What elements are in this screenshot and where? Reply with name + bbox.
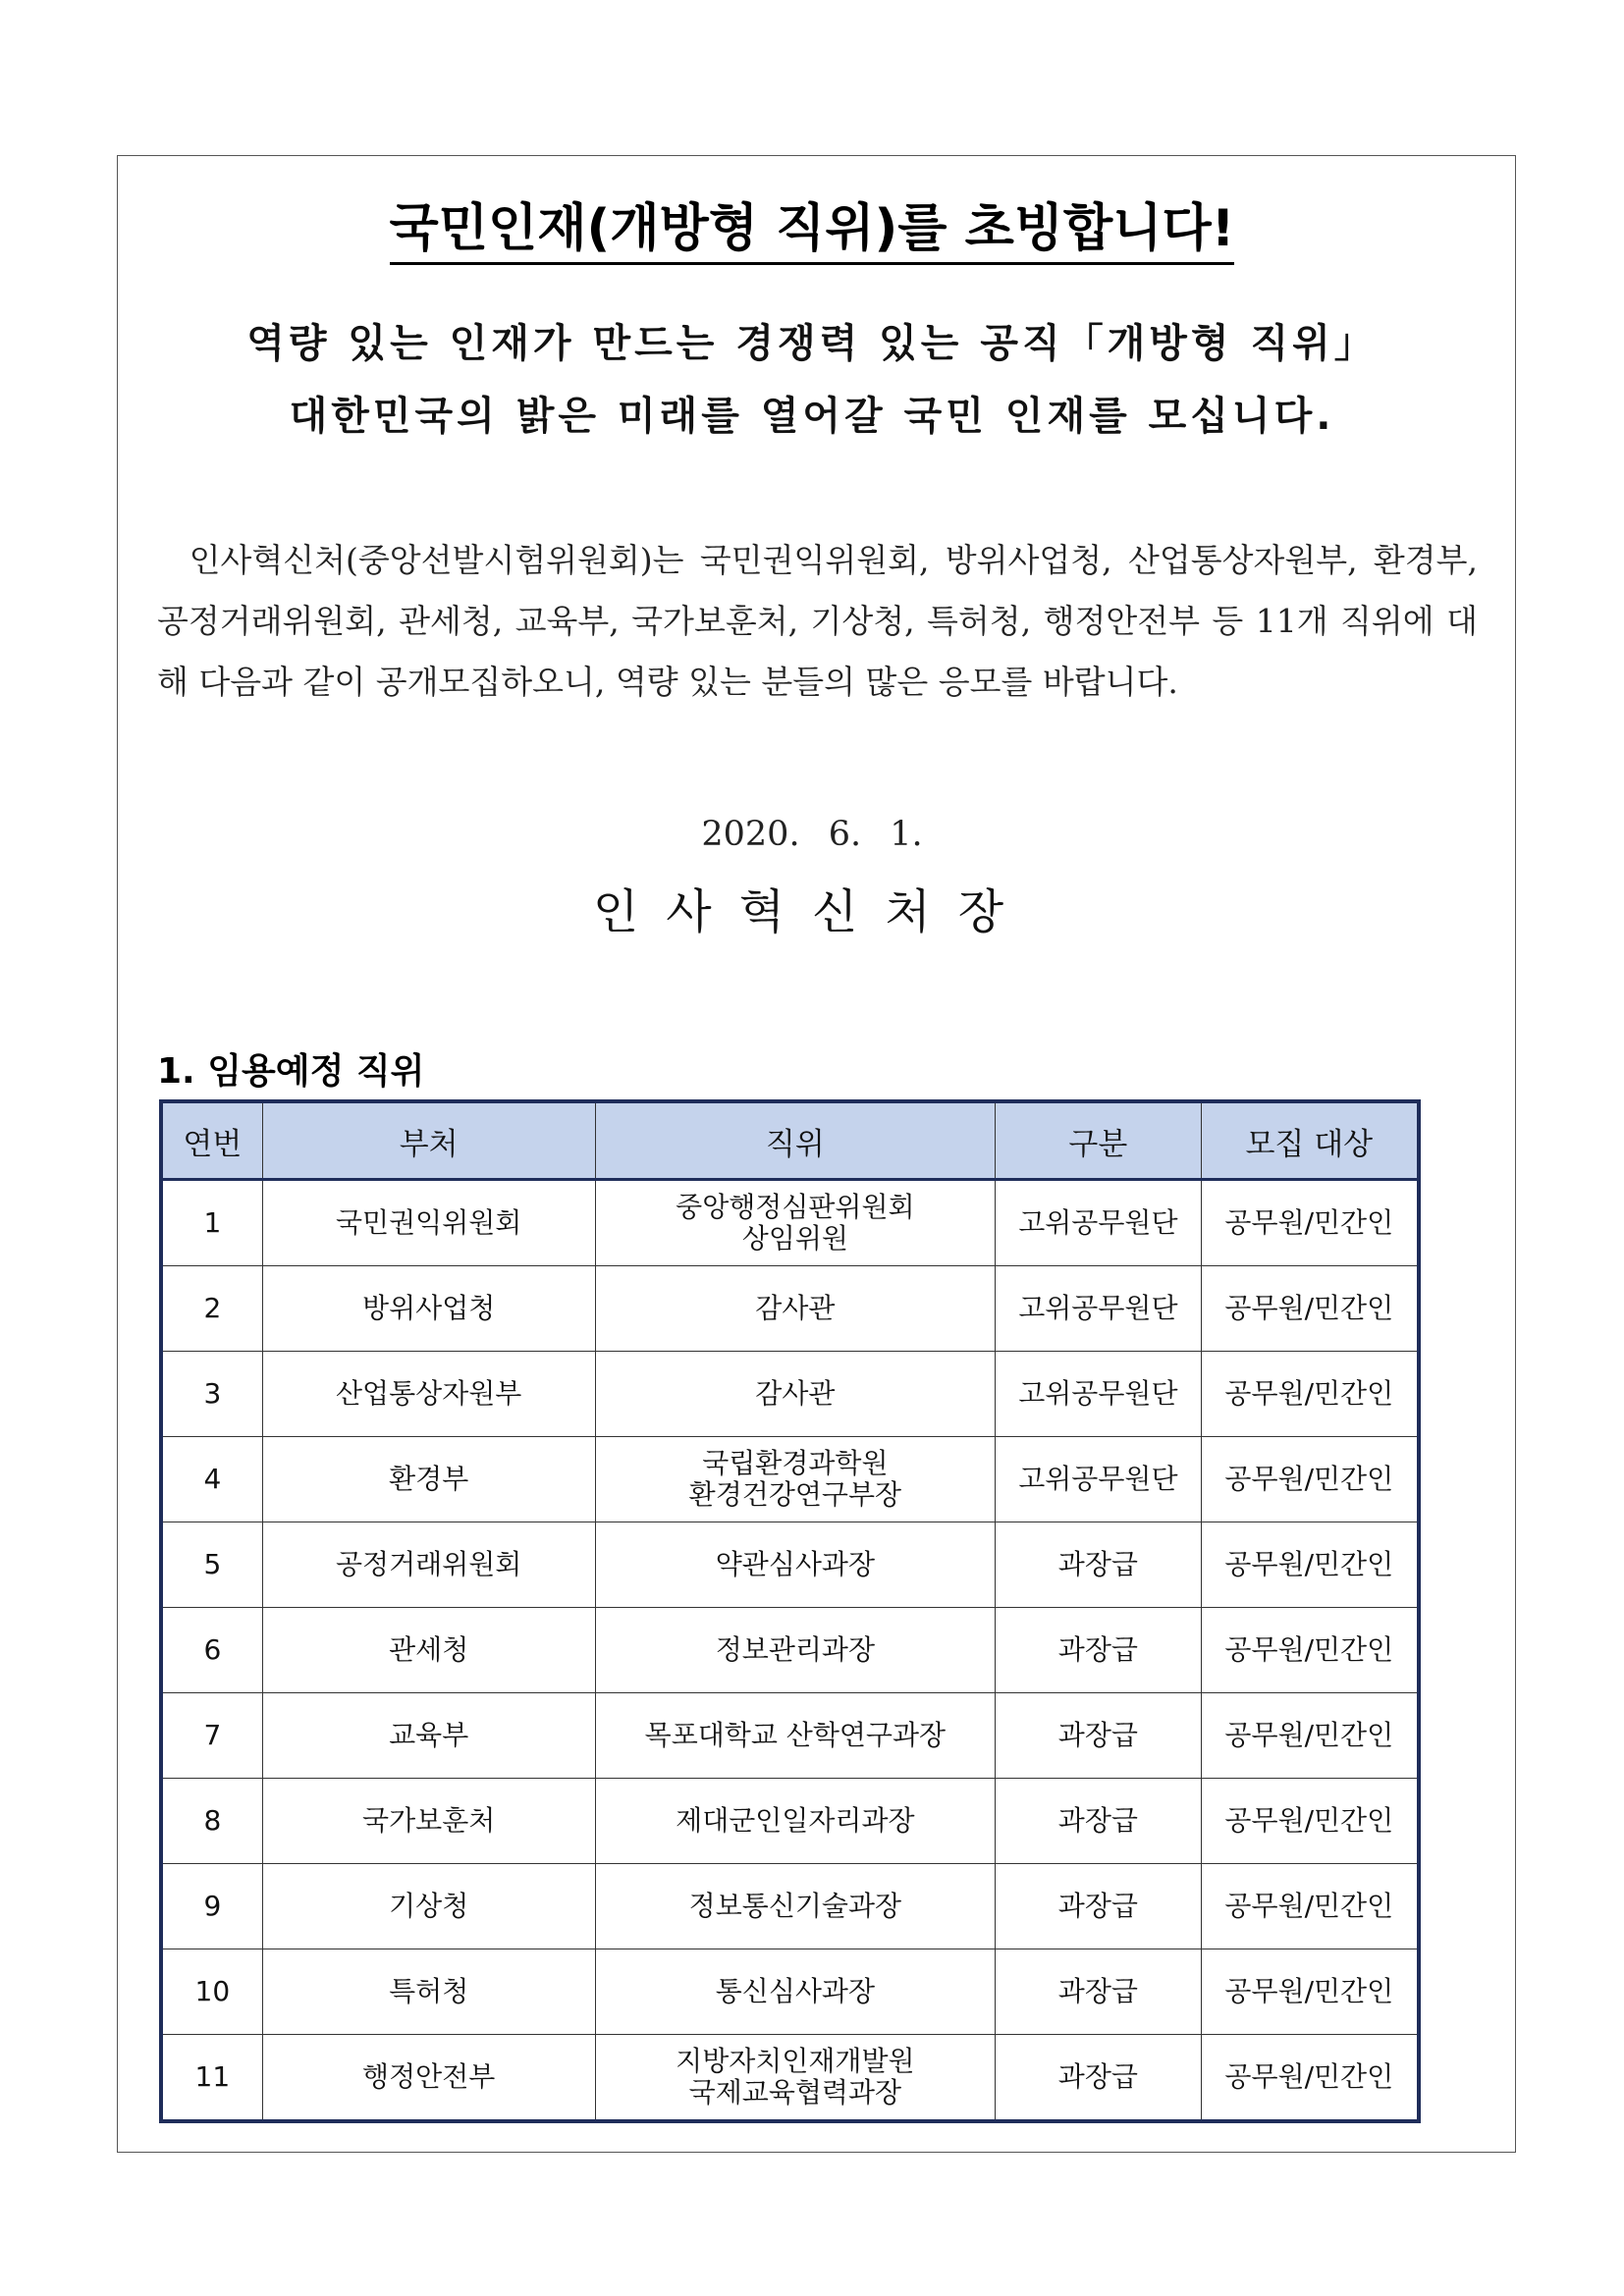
cell-no: 5 (161, 1522, 262, 1608)
cell-category: 고위공무원단 (996, 1437, 1201, 1522)
table-row (161, 1266, 1419, 1352)
cell-category: 과장급 (996, 2035, 1201, 2122)
cell-ministry: 공정거래위원회 (262, 1522, 595, 1608)
table-header-row (161, 1101, 1419, 1180)
cell-position (595, 1779, 996, 1864)
cell-target: 공무원/민간인 (1201, 1266, 1419, 1352)
cell-position (595, 1864, 996, 1949)
position-line: 국제교육협력과장 (688, 2076, 902, 2109)
table-row (161, 1864, 1419, 1949)
cell-target: 공무원/민간인 (1201, 1180, 1419, 1266)
cell-position (595, 1693, 996, 1779)
cell-position (595, 1437, 996, 1522)
cell-category: 과장급 (996, 1693, 1201, 1779)
cell-ministry: 행정안전부 (262, 2035, 595, 2122)
cell-target: 공무원/민간인 (1201, 1949, 1419, 2035)
header-category: 구분 (996, 1101, 1201, 1180)
position-line: 환경건강연구부장 (688, 1478, 902, 1511)
notice-date: 2020. 6. 1. (701, 815, 923, 854)
cell-ministry: 국가보훈처 (262, 1779, 595, 1864)
cell-position (595, 1266, 996, 1352)
cell-category: 과장급 (996, 1608, 1201, 1693)
cell-no: 2 (161, 1266, 262, 1352)
cell-position (595, 1608, 996, 1693)
cell-ministry: 교육부 (262, 1693, 595, 1779)
subtitle-line-1: 역량 있는 인재가 만드는 경쟁력 있는 공직「개방형 직위」 (246, 321, 1378, 366)
cell-no: 8 (161, 1779, 262, 1864)
position-line: 지방자치인재개발원 (676, 2045, 915, 2077)
table-row (161, 1180, 1419, 1266)
cell-position (595, 2035, 996, 2122)
cell-ministry: 환경부 (262, 1437, 595, 1522)
table-body (161, 1180, 1419, 2122)
table-row (161, 1608, 1419, 1693)
cell-category: 과장급 (996, 1522, 1201, 1608)
header-ministry: 부처 (262, 1101, 595, 1180)
table-row (161, 1522, 1419, 1608)
table-row (161, 1352, 1419, 1437)
header-no: 연번 (161, 1101, 262, 1180)
cell-category: 과장급 (996, 1779, 1201, 1864)
subtitle-line-2: 대한민국의 밝은 미래를 열어갈 국민 인재를 모십니다. (289, 394, 1335, 439)
position-line: 약관심사과장 (715, 1548, 876, 1580)
cell-target: 공무원/민간인 (1201, 1608, 1419, 1693)
cell-ministry: 관세청 (262, 1608, 595, 1693)
cell-category: 고위공무원단 (996, 1180, 1201, 1266)
header-position: 직위 (595, 1101, 996, 1180)
cell-ministry: 특허청 (262, 1949, 595, 2035)
cell-target: 공무원/민간인 (1201, 1522, 1419, 1608)
table-row (161, 1437, 1419, 1522)
position-line: 통신심사과장 (715, 1975, 876, 2007)
cell-category: 과장급 (996, 1949, 1201, 2035)
cell-no: 10 (161, 1949, 262, 2035)
cell-category: 고위공무원단 (996, 1352, 1201, 1437)
position-line: 제대군인일자리과장 (676, 1804, 915, 1837)
positions-table (159, 1099, 1421, 2123)
cell-no: 6 (161, 1608, 262, 1693)
table-row (161, 1693, 1419, 1779)
table-row (161, 1779, 1419, 1864)
cell-ministry: 산업통상자원부 (262, 1352, 595, 1437)
cell-no: 1 (161, 1180, 262, 1266)
cell-target: 공무원/민간인 (1201, 1693, 1419, 1779)
position-line: 목포대학교 산학연구과장 (644, 1719, 947, 1751)
cell-category: 고위공무원단 (996, 1266, 1201, 1352)
cell-position (595, 1352, 996, 1437)
cell-ministry: 방위사업청 (262, 1266, 595, 1352)
cell-position (595, 1949, 996, 2035)
position-line: 감사관 (755, 1292, 836, 1324)
cell-target: 공무원/민간인 (1201, 1437, 1419, 1522)
position-line: 정보통신기술과장 (688, 1890, 902, 1922)
cell-position (595, 1180, 996, 1266)
table-row (161, 2035, 1419, 2122)
cell-target: 공무원/민간인 (1201, 2035, 1419, 2122)
header-target: 모집 대상 (1201, 1101, 1419, 1180)
table-row (161, 1949, 1419, 2035)
section-title: 1. 임용예정 직위 (157, 1051, 425, 1092)
position-line: 국립환경과학원 (702, 1447, 889, 1479)
cell-category: 과장급 (996, 1864, 1201, 1949)
cell-no: 7 (161, 1693, 262, 1779)
intro-paragraph: 인사혁신처(중앙선발시험위원회)는 국민권익위원회, 방위사업청, 산업통상자원부, 환경부, 공정거래위원회, 관세청, 교육부, 국가보훈처, 기상청, 특허청, 행정안전부 등 11개 직위에 대해 다음과 같이 공개모집하오니, 역량 있는 분들의 많은 응모를 바랍니다. (157, 541, 1479, 701)
position-line: 중앙행정심판위원회 (676, 1191, 915, 1223)
cell-ministry: 기상청 (262, 1864, 595, 1949)
position-line: 정보관리과장 (715, 1633, 876, 1666)
cell-target: 공무원/민간인 (1201, 1779, 1419, 1864)
cell-no: 3 (161, 1352, 262, 1437)
position-line: 감사관 (755, 1377, 836, 1410)
position-line: 상임위원 (741, 1222, 848, 1255)
cell-target: 공무원/민간인 (1201, 1352, 1419, 1437)
cell-target: 공무원/민간인 (1201, 1864, 1419, 1949)
notice-title: 국민인재(개방형 직위)를 초빙합니다! (0, 187, 1624, 260)
cell-no: 4 (161, 1437, 262, 1522)
cell-no: 9 (161, 1864, 262, 1949)
cell-position (595, 1522, 996, 1608)
signer-title: 인사혁신처장 (592, 884, 1032, 939)
cell-no: 11 (161, 2035, 262, 2122)
cell-ministry: 국민권익위원회 (262, 1180, 595, 1266)
